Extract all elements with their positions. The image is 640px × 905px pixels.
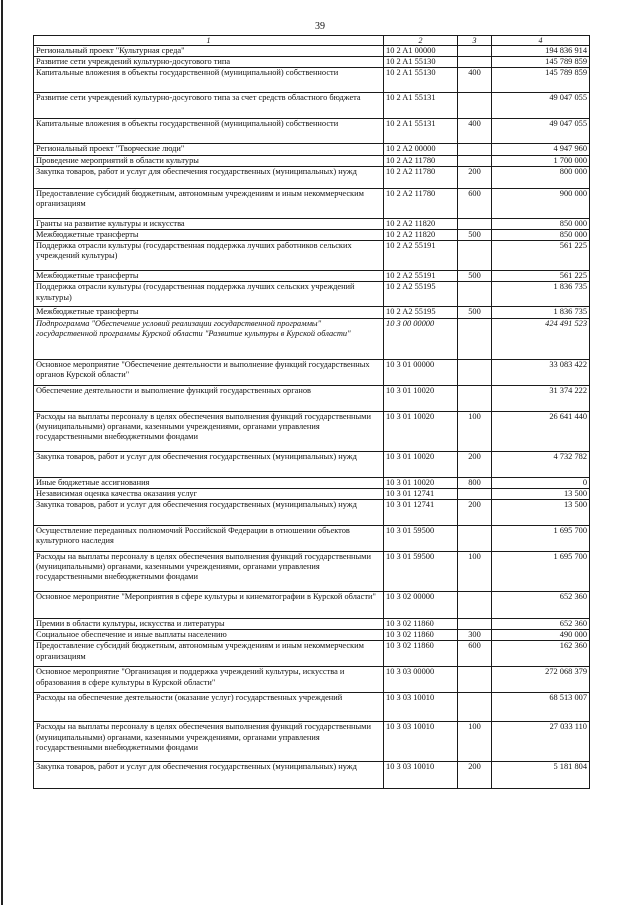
row-code-cell: 10 2 A2 11780 (384, 155, 458, 166)
row-amount-cell: 27 033 110 (492, 722, 590, 762)
row-amount-cell: 900 000 (492, 188, 590, 218)
row-name-cell: Закупка товаров, работ и услуг для обеспечения государственных (муниципальных) нужд (34, 500, 384, 526)
row-vr-cell: 500 (458, 230, 492, 241)
row-amount-cell: 162 360 (492, 641, 590, 667)
table-row (34, 722, 590, 762)
row-code-cell: 10 3 03 10010 (384, 722, 458, 762)
row-vr-cell: 200 (458, 451, 492, 477)
row-amount-cell: 13 500 (492, 500, 590, 526)
row-name-cell: Основное мероприятие "Организация и поддержка учреждений культуры, искусства и образования в сфере культуры в Курской области" (34, 667, 384, 693)
row-vr-cell: 600 (458, 641, 492, 667)
header-cell-amount: 4 (492, 36, 590, 46)
header-row (34, 36, 590, 46)
row-code-cell: 10 2 A2 11780 (384, 166, 458, 188)
row-amount-cell: 26 641 440 (492, 411, 590, 451)
row-code-cell: 10 2 A1 55130 (384, 57, 458, 68)
row-vr-cell: 400 (458, 119, 492, 144)
row-name-cell: Расходы на выплаты персоналу в целях обеспечения выполнения функций государственными (муниципальными) органами, казенными учреждениями, органами управления государственными внебюджетными фондами (34, 552, 384, 592)
header-cell-vr: 3 (458, 36, 492, 46)
row-vr-cell (458, 359, 492, 385)
table-row (34, 500, 590, 526)
table-row (34, 307, 590, 318)
row-amount-cell: 800 000 (492, 166, 590, 188)
row-amount-cell: 4 947 960 (492, 144, 590, 155)
table-row (34, 144, 590, 155)
row-name-cell: Развитие сети учреждений культурно-досугового типа за счет средств областного бюджета (34, 93, 384, 119)
row-name-cell: Капитальные вложения в объекты государственной (муниципальной) собственности (34, 68, 384, 93)
row-name-cell: Подпрограмма "Обеспечение условий реализации государственной программы" государственной программы Курской области "Развитие культуры в Курской области" (34, 318, 384, 359)
table-row (34, 693, 590, 722)
row-amount-cell: 5 181 804 (492, 762, 590, 789)
table-row (34, 477, 590, 488)
row-name-cell: Расходы на выплаты персоналу в целях обеспечения выполнения функций государственными (муниципальными) органами, казенными учреждениями, органами управления государственными внебюджетными фондами (34, 411, 384, 451)
row-code-cell: 10 3 03 10010 (384, 762, 458, 789)
table-row (34, 526, 590, 552)
row-code-cell: 10 3 02 11860 (384, 641, 458, 667)
row-amount-cell: 1 695 700 (492, 552, 590, 592)
scan-edge-line (1, 0, 3, 905)
row-vr-cell (458, 218, 492, 229)
row-name-cell: Поддержка отрасли культуры (государственная поддержка лучших работников сельских учреждений культуры) (34, 241, 384, 271)
row-vr-cell: 100 (458, 552, 492, 592)
row-vr-cell: 100 (458, 722, 492, 762)
row-amount-cell: 561 225 (492, 241, 590, 271)
row-name-cell: Развитие сети учреждений культурно-досугового типа (34, 57, 384, 68)
row-vr-cell: 300 (458, 630, 492, 641)
row-name-cell: Гранты на развитие культуры и искусства (34, 218, 384, 229)
row-vr-cell: 800 (458, 477, 492, 488)
table-row (34, 271, 590, 282)
row-name-cell: Осуществление переданных полномочий Российской Федерации в отношении объектов культурного наследия (34, 526, 384, 552)
table-row (34, 762, 590, 789)
row-name-cell: Закупка товаров, работ и услуг для обеспечения государственных (муниципальных) нужд (34, 762, 384, 789)
table-row (34, 552, 590, 592)
row-amount-cell: 850 000 (492, 218, 590, 229)
row-amount-cell: 0 (492, 477, 590, 488)
row-name-cell: Иные бюджетные ассигнования (34, 477, 384, 488)
row-name-cell: Предоставление субсидий бюджетным, автономным учреждениям и иным некоммерческим организациям (34, 188, 384, 218)
row-amount-cell: 145 789 859 (492, 68, 590, 93)
row-name-cell: Социальное обеспечение и иные выплаты населению (34, 630, 384, 641)
row-code-cell: 10 3 03 00000 (384, 667, 458, 693)
table-row (34, 282, 590, 307)
row-code-cell: 10 2 A2 55195 (384, 282, 458, 307)
row-code-cell: 10 3 00 00000 (384, 318, 458, 359)
row-name-cell: Основное мероприятие "Мероприятия в сфере культуры и кинематографии в Курской области" (34, 592, 384, 619)
table-row (34, 592, 590, 619)
row-code-cell: 10 3 01 10020 (384, 385, 458, 411)
row-amount-cell: 652 360 (492, 619, 590, 630)
row-code-cell: 10 2 A1 55131 (384, 93, 458, 119)
row-vr-cell (458, 282, 492, 307)
row-vr-cell: 400 (458, 68, 492, 93)
row-code-cell: 10 3 01 10020 (384, 477, 458, 488)
row-amount-cell: 194 836 914 (492, 46, 590, 57)
row-name-cell: Межбюджетные трансферты (34, 230, 384, 241)
table-row (34, 93, 590, 119)
row-name-cell: Обеспечение деятельности и выполнение функций государственных органов (34, 385, 384, 411)
row-name-cell: Региональный проект "Творческие люди" (34, 144, 384, 155)
table-row (34, 218, 590, 229)
row-code-cell: 10 3 01 10020 (384, 451, 458, 477)
row-name-cell: Предоставление субсидий бюджетным, автономным учреждениям и иным некоммерческим организациям (34, 641, 384, 667)
row-name-cell: Поддержка отрасли культуры (государственная поддержка лучших сельских учреждений культуры) (34, 282, 384, 307)
budget-table (33, 35, 590, 789)
row-code-cell: 10 2 A2 00000 (384, 144, 458, 155)
row-amount-cell: 68 513 007 (492, 693, 590, 722)
row-amount-cell: 4 732 782 (492, 451, 590, 477)
row-code-cell: 10 3 01 00000 (384, 359, 458, 385)
row-vr-cell: 500 (458, 271, 492, 282)
row-code-cell: 10 3 01 10020 (384, 411, 458, 451)
row-name-cell: Закупка товаров, работ и услуг для обеспечения государственных (муниципальных) нужд (34, 451, 384, 477)
row-vr-cell (458, 526, 492, 552)
page-number: 39 (315, 21, 325, 32)
row-vr-cell (458, 144, 492, 155)
row-code-cell: 10 3 01 59500 (384, 526, 458, 552)
table-row (34, 619, 590, 630)
row-name-cell: Капитальные вложения в объекты государственной (муниципальной) собственности (34, 119, 384, 144)
table-row (34, 155, 590, 166)
row-code-cell: 10 2 A2 11820 (384, 218, 458, 229)
table-body (34, 46, 590, 789)
row-vr-cell (458, 318, 492, 359)
row-vr-cell (458, 241, 492, 271)
row-code-cell: 10 3 01 59500 (384, 552, 458, 592)
table-row (34, 359, 590, 385)
table-row (34, 630, 590, 641)
row-amount-cell: 49 047 055 (492, 119, 590, 144)
table-row (34, 385, 590, 411)
row-name-cell: Премии в области культуры, искусства и литературы (34, 619, 384, 630)
row-code-cell: 10 3 01 12741 (384, 500, 458, 526)
header-cell-name: 1 (34, 36, 384, 46)
row-amount-cell: 33 083 422 (492, 359, 590, 385)
row-code-cell: 10 3 03 10010 (384, 693, 458, 722)
row-vr-cell (458, 619, 492, 630)
row-amount-cell: 490 000 (492, 630, 590, 641)
row-amount-cell: 1 836 735 (492, 307, 590, 318)
row-amount-cell: 272 068 379 (492, 667, 590, 693)
row-name-cell: Расходы на выплаты персоналу в целях обеспечения выполнения функций государственными (муниципальными) органами, казенными учреждениями, органами управления государственными внебюджетными фондами (34, 722, 384, 762)
row-amount-cell: 652 360 (492, 592, 590, 619)
row-vr-cell: 500 (458, 307, 492, 318)
header-cell-code: 2 (384, 36, 458, 46)
row-name-cell: Расходы на обеспечение деятельности (оказание услуг) государственных учреждений (34, 693, 384, 722)
table-row (34, 46, 590, 57)
row-vr-cell (458, 155, 492, 166)
row-code-cell: 10 2 A2 11820 (384, 230, 458, 241)
table-row (34, 451, 590, 477)
row-vr-cell: 100 (458, 411, 492, 451)
row-vr-cell (458, 592, 492, 619)
row-vr-cell: 200 (458, 500, 492, 526)
table-row (34, 119, 590, 144)
table-row (34, 68, 590, 93)
table-row (34, 57, 590, 68)
row-code-cell: 10 2 A2 55191 (384, 271, 458, 282)
row-code-cell: 10 2 A1 00000 (384, 46, 458, 57)
row-code-cell: 10 2 A1 55130 (384, 68, 458, 93)
row-code-cell: 10 3 02 11860 (384, 630, 458, 641)
row-name-cell: Межбюджетные трансферты (34, 271, 384, 282)
row-code-cell: 10 2 A2 55191 (384, 241, 458, 271)
table-row (34, 488, 590, 499)
row-amount-cell: 561 225 (492, 271, 590, 282)
row-name-cell: Региональный проект "Культурная среда" (34, 46, 384, 57)
table-row (34, 241, 590, 271)
row-amount-cell: 145 789 859 (492, 57, 590, 68)
row-vr-cell (458, 488, 492, 499)
row-amount-cell: 424 491 523 (492, 318, 590, 359)
row-name-cell: Закупка товаров, работ и услуг для обеспечения государственных (муниципальных) нужд (34, 166, 384, 188)
row-amount-cell: 31 374 222 (492, 385, 590, 411)
row-amount-cell: 850 000 (492, 230, 590, 241)
row-vr-cell (458, 57, 492, 68)
table-row (34, 230, 590, 241)
row-amount-cell: 1 695 700 (492, 526, 590, 552)
row-amount-cell: 49 047 055 (492, 93, 590, 119)
row-vr-cell: 600 (458, 188, 492, 218)
row-amount-cell: 1 836 735 (492, 282, 590, 307)
row-vr-cell (458, 93, 492, 119)
table-row (34, 318, 590, 359)
row-code-cell: 10 2 A2 11780 (384, 188, 458, 218)
table-row (34, 411, 590, 451)
table-row (34, 188, 590, 218)
row-amount-cell: 13 500 (492, 488, 590, 499)
row-vr-cell (458, 693, 492, 722)
row-name-cell: Проведение мероприятий в области культуры (34, 155, 384, 166)
table-row (34, 641, 590, 667)
table-row (34, 667, 590, 693)
row-vr-cell (458, 385, 492, 411)
table-row (34, 166, 590, 188)
row-vr-cell (458, 667, 492, 693)
row-vr-cell: 200 (458, 166, 492, 188)
row-code-cell: 10 2 A2 55195 (384, 307, 458, 318)
row-code-cell: 10 2 A1 55131 (384, 119, 458, 144)
row-code-cell: 10 3 02 11860 (384, 619, 458, 630)
row-vr-cell: 200 (458, 762, 492, 789)
row-code-cell: 10 3 01 12741 (384, 488, 458, 499)
row-amount-cell: 1 700 000 (492, 155, 590, 166)
row-name-cell: Межбюджетные трансферты (34, 307, 384, 318)
row-name-cell: Основное мероприятие "Обеспечение деятельности и выполнение функций государственных органов Курской области" (34, 359, 384, 385)
row-code-cell: 10 3 02 00000 (384, 592, 458, 619)
row-name-cell: Независимая оценка качества оказания услуг (34, 488, 384, 499)
row-vr-cell (458, 46, 492, 57)
